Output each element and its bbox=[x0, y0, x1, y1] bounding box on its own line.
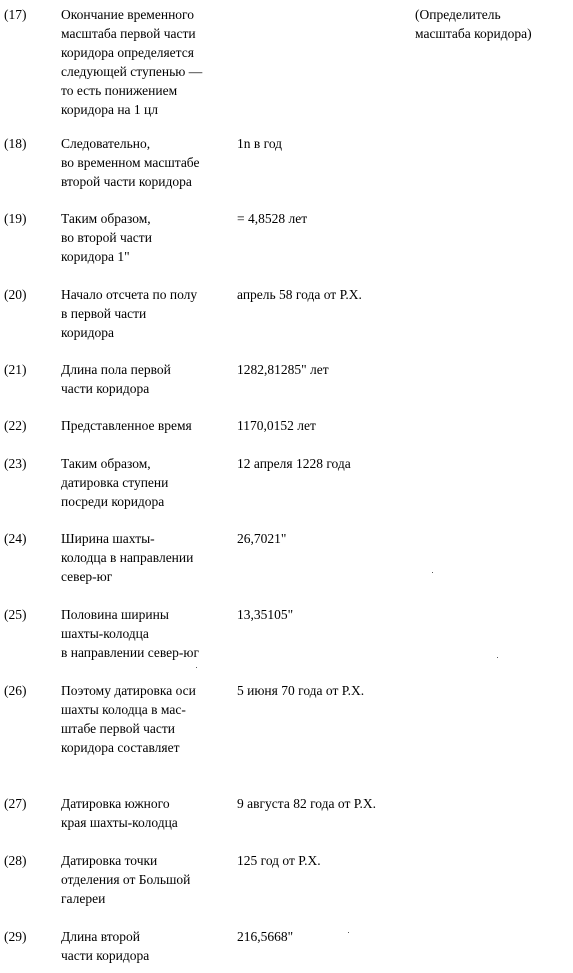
scan-speck bbox=[348, 932, 349, 933]
entry-value: 125 год от Р.Х. bbox=[237, 853, 321, 868]
entry-number: (27) bbox=[4, 796, 27, 811]
entry-number: (17) bbox=[4, 7, 27, 22]
entry-description: Длина пола первой части коридора bbox=[61, 362, 171, 396]
entry-number: (22) bbox=[4, 418, 27, 433]
entry-description: Ширина шахты- колодца в направлении север-юг bbox=[61, 531, 194, 584]
entry-description: Датировка точки отделения от Большой галереи bbox=[61, 853, 191, 906]
entry-description: Таким образом, во второй части коридора 1" bbox=[61, 211, 152, 264]
entry-value: апрель 58 года от Р.Х. bbox=[237, 287, 362, 302]
entry-description: Половина ширины шахты-колодца в направлении север-юг bbox=[61, 607, 200, 660]
entry-description: Начало отсчета по полу в первой части коридора bbox=[61, 287, 198, 340]
entry-value: = 4,8528 лет bbox=[237, 211, 308, 226]
entry-value: 216,5668" bbox=[237, 929, 294, 944]
entry-description: Следовательно, во временном масштабе второй части коридора bbox=[61, 136, 200, 189]
entry-value: 26,7021" bbox=[237, 531, 287, 546]
entry-number: (25) bbox=[4, 607, 27, 622]
entry-number: (20) bbox=[4, 287, 27, 302]
entry-number: (24) bbox=[4, 531, 27, 546]
scan-speck bbox=[196, 667, 197, 668]
entry-value: 1n в год bbox=[237, 136, 283, 151]
entry-number: (28) bbox=[4, 853, 27, 868]
entry-number: (18) bbox=[4, 136, 27, 151]
entry-number: (21) bbox=[4, 362, 27, 377]
entry-value: 1170,0152 лет bbox=[237, 418, 316, 433]
entry-description: Таким образом, датировка ступени посреди коридора bbox=[61, 456, 169, 509]
entry-number: (29) bbox=[4, 929, 27, 944]
scan-speck bbox=[497, 657, 498, 658]
entry-value: 9 августа 82 года от Р.Х. bbox=[237, 796, 377, 811]
entry-description: Датировка южного края шахты-колодца bbox=[61, 796, 178, 830]
entry-value: 5 июня 70 года от Р.Х. bbox=[237, 683, 365, 698]
entry-description: Длина второй части коридора bbox=[61, 929, 150, 963]
entry-note: (Определитель масштаба коридора) bbox=[415, 7, 532, 41]
entry-value: 13,35105" bbox=[237, 607, 294, 622]
scan-speck bbox=[432, 572, 433, 573]
entry-description: Представленное время bbox=[61, 418, 192, 433]
entry-description: Окончание временного масштаба первой части коридора определяется следующей ступенью — то есть понижением коридора на 1 цл bbox=[61, 7, 203, 117]
entry-number: (19) bbox=[4, 211, 27, 226]
entry-value: 1282,81285" лет bbox=[237, 362, 329, 377]
entry-number: (26) bbox=[4, 683, 27, 698]
entry-value: 12 апреля 1228 года bbox=[237, 456, 351, 471]
entry-number: (23) bbox=[4, 456, 27, 471]
entry-description: Поэтому датировка оси шахты колодца в мас- штабе первой части коридора составляет bbox=[61, 683, 196, 755]
